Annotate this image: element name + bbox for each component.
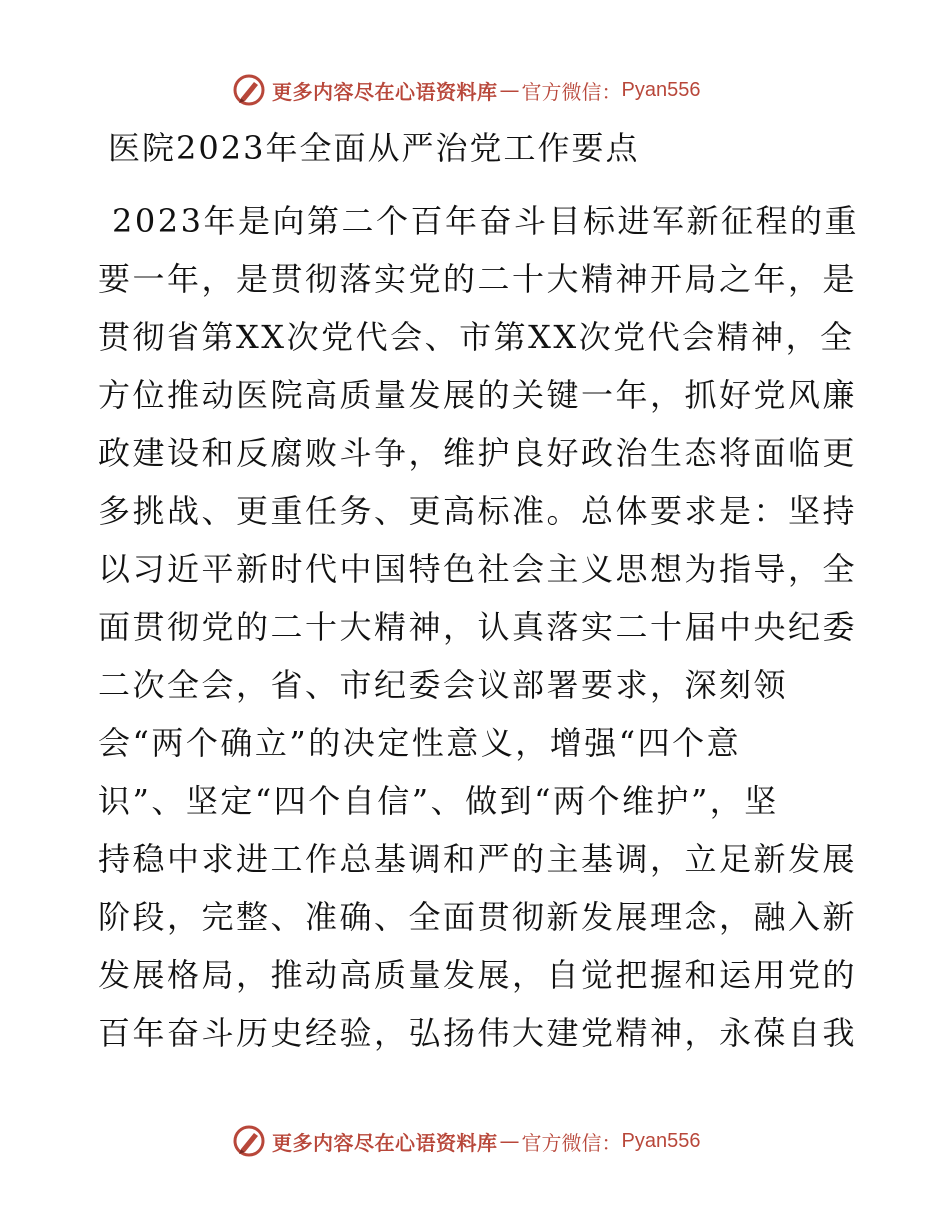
body-line: 2023年是向第二个百年奋斗目标进军新征程的重 [112,202,859,240]
body-line: 识”、坚定“四个自信”、做到“两个维护”，坚 [98,782,779,820]
banner-wechat-label: 官方微信： [521,79,622,104]
body-line: 政建设和反腐败斗争，维护良好政治生态将面临更 [98,434,858,472]
document-body [98,192,858,1062]
banner-separator: — [499,1129,520,1153]
body-line: 以习近平新时代中国特色社会主义思想为指导，全 [98,550,858,588]
body-line: 面贯彻党的二十大精神，认真落实二十届中央纪委 [98,608,858,646]
body-line: 多挑战、更重任务、更高标准。总体要求是：坚持 [98,492,858,530]
body-line: 贯彻省第XX次党代会、市第XX次党代会精神，全 [98,318,855,356]
banner-wechat-id: Pyan556 [621,78,701,101]
body-line: 方位推动医院高质量发展的关键一年，抓好党风廉 [98,376,858,414]
pen-circle-logo-icon [232,1124,266,1158]
body-line: 会“两个确立”的决定性意义，增强“四个意 [98,724,742,762]
body-line: 阶段，完整、准确、全面贯彻新发展理念，融入新 [98,898,858,936]
document-title: 医院2023年全面从严治党工作要点 [108,129,640,167]
body-line: 发展格局，推动高质量发展，自觉把握和运用党的 [98,956,858,994]
body-line: 百年奋斗历史经验，弘扬伟大建党精神，永葆自我 [98,1014,858,1052]
banner-wechat-id: Pyan556 [621,1129,701,1152]
body-line: 要一年，是贯彻落实党的二十大精神开局之年，是 [98,260,858,298]
banner-slogan: 更多内容尽在心语资料库 [272,1130,498,1155]
body-line: 持稳中求进工作总基调和严的主基调，立足新发展 [98,840,858,878]
header-banner [232,70,700,110]
pen-circle-logo-icon [232,73,266,107]
banner-slogan: 更多内容尽在心语资料库 [272,79,498,104]
body-line: 二次全会，省、市纪委会议部署要求，深刻领 [98,666,789,704]
footer-banner [232,1121,700,1161]
banner-separator: — [499,78,520,102]
banner-wechat-label: 官方微信： [521,1130,622,1155]
